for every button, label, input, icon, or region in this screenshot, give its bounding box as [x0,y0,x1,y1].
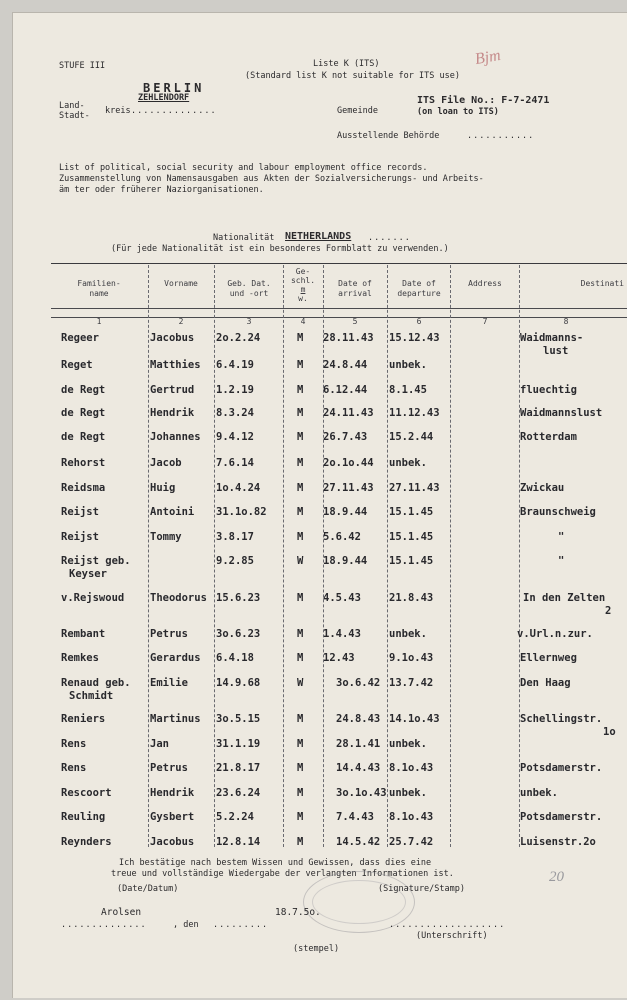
col-header-address: Address [468,279,502,288]
its-file-number: ITS File No.: F-7-2471 [417,95,550,106]
table-row: Remkes Gerardus 6.4.18 M 12.43 9.1o.43 Ellernweg [61,652,577,664]
table-row: Reidsma Huig 1o.4.24 M 27.11.43 27.11.43 Zwickau [61,482,565,494]
col-header-vorname: Vorname [164,279,198,288]
table-row: de Regt Gertrud 1.2.19 M 6.12.44 8.1.45 fluechtig [61,384,577,396]
col-header-destination: Destinati [580,279,624,288]
date-label: (Date/Datum) [117,884,179,894]
handwritten-page-number: 20 [549,869,564,885]
col-num-7: 7 [482,317,488,326]
col-header-familienname: Familien- name [77,279,121,298]
table-row: Reuling Gysbert 5.2.24 M 7.4.43 8.1o.43 Potsdamerstr. [61,811,603,823]
stadt-label: Stadt- [59,111,90,121]
table-row: Renaud geb. Schmidt Emilie 14.9.68 W 3o.6.42 13.7.42 Den Haag [61,677,571,702]
handwritten-mark: Bjm [473,46,502,69]
confirmation-line-1: Ich bestätige nach bestem Wissen und Gewissen, dass dies eine [119,858,432,868]
kreis-dots: .............. [131,106,217,116]
table-row: v.Rejswoud Theodorus 15.6.23 M 4.5.43 21.8.43 In den Zelten 2 [61,592,612,617]
table-row: Rescoort Hendrik 23.6.24 M 3o.1o.43 unbek. unbek. [61,787,558,799]
gemeinde-label: Gemeinde [337,106,378,116]
district-name: ZEHLENDORF [138,93,190,103]
liste-title: Liste K (ITS) [313,59,380,69]
col-num-4: 4 [300,317,306,326]
signature-dots: ................... [389,920,506,930]
date-dots: ......... [213,920,269,930]
nationality-label: Nationalität [213,233,275,243]
nationality-dots: ....... [368,233,411,243]
table-row: Regeer Jacobus 2o.2.24 M 28.11.43 15.12.43 Waidmanns- lust [61,332,584,357]
unterschrift-label: (Unterschrift) [416,931,488,941]
nationality-value: NETHERLANDS [285,231,352,242]
city-name: BERLIN [143,81,205,95]
stempel-label: (stempel) [293,944,340,954]
table-row: Reniers Martinus 3o.5.15 M 24.8.43 14.1o.43 Schellingstr. 1o [61,713,616,738]
date-value: 18.7.5o. [275,907,321,918]
description-line-2: Zusammenstellung von Namensausgaben aus Akten der Sozialversicherungs- und Arbeits- [59,174,484,184]
table-top-rule [51,263,627,264]
kreis-label: kreis [105,106,131,116]
table-row: Rens Petrus 21.8.17 M 14.4.43 8.1o.43 Potsdamerstr. [61,762,603,774]
nationality-note: (Für jede Nationalität ist ein besonderes Formblatt zu verwenden.) [111,244,449,254]
col-num-8: 8 [563,317,569,326]
col-num-1: 1 [96,317,102,326]
col-header-departure: Date of departure [397,279,441,298]
place-dots: .............. [61,920,147,930]
table-row: Reijst Antoini 31.1o.82 M 18.9.44 15.1.45 Braunschweig [61,506,596,518]
behoerde-dots: ........... [467,131,535,141]
table-header-rule [51,308,627,309]
signature-label: (Signature/Stamp) [378,884,465,894]
table-row: Reijst geb. Keyser 9.2.85 W 18.9.44 15.1.45 " [61,555,565,580]
description-line-1: List of political, social security and labour employment office records. [59,163,428,173]
col-header-geschlecht: Ge- schl. m w. [290,267,316,303]
document-page [12,12,627,998]
land-label: Land- [59,101,85,111]
col-header-arrival: Date of arrival [338,279,372,298]
table-row: Reget Matthies 6.4.19 M 24.8.44 unbek. [61,359,427,371]
its-loan-note: (on loan to ITS) [417,107,499,117]
behoerde-label: Ausstellende Behörde [337,131,440,141]
stufe-label: STUFE III [59,61,106,71]
table-row: Rens Jan 31.1.19 M 28.1.41 unbek. [61,738,427,750]
table-row: Rembant Petrus 3o.6.23 M 1.4.43 unbek. v.Url.n.zur. [61,628,593,640]
col-num-6: 6 [416,317,422,326]
confirmation-line-2: treue und vollständige Wiedergabe der verlangten Informationen ist. [111,869,454,879]
col-num-5: 5 [352,317,358,326]
place-value: Arolsen [101,907,142,918]
col-header-geburt: Geb. Dat. und -ort [227,279,271,298]
den-label: , den [173,920,199,930]
table-row: Rehorst Jacob 7.6.14 M 2o.1o.44 unbek. [61,457,427,469]
col-num-2: 2 [178,317,184,326]
table-row: Reijst Tommy 3.8.17 M 5.6.42 15.1.45 " [61,531,565,543]
description-line-3: äm ter oder früherer Naziorganisationen. [59,185,264,195]
table-row: de Regt Hendrik 8.3.24 M 24.11.43 11.12.43 Waidmannslust [61,407,603,419]
col-num-3: 3 [246,317,252,326]
table-row: de Regt Johannes 9.4.12 M 26.7.43 15.2.44 Rotterdam [61,431,577,443]
liste-note: (Standard list K not suitable for ITS use) [245,71,460,81]
table-row: Reynders Jacobus 12.8.14 M 14.5.42 25.7.42 Luisenstr.2o [61,836,596,848]
